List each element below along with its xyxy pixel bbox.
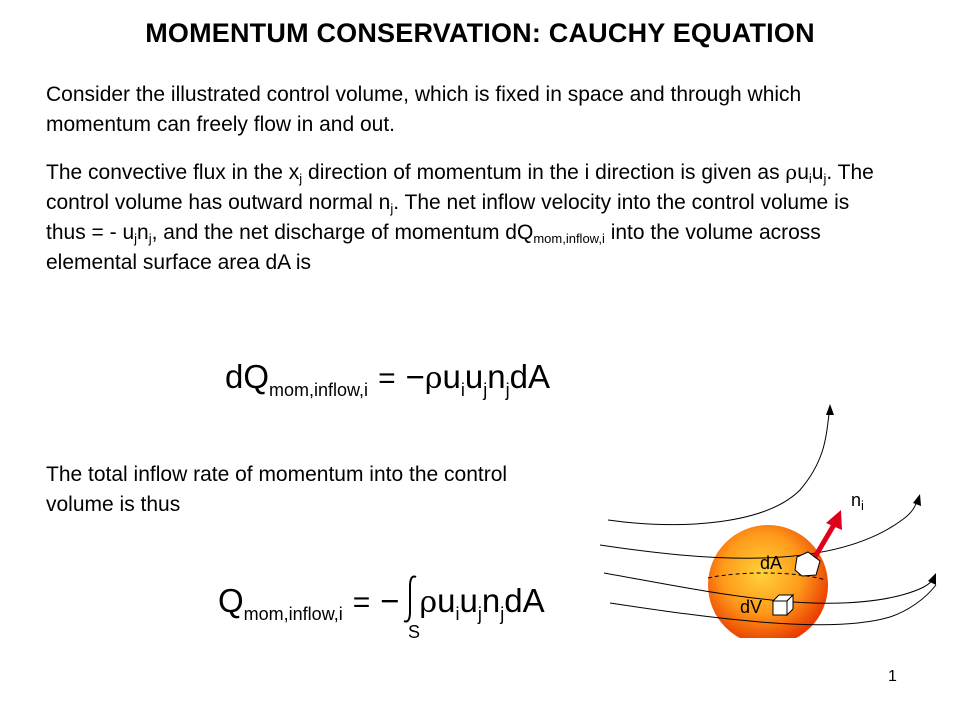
total-inflow-equation: $Q_{mom,inflow,i}$ = − $\rho u_iu_jn_jdA$ [218, 574, 545, 624]
integral-sign-icon [400, 574, 420, 624]
total-inflow-paragraph: The total inflow rate of momentum into the control volume is thus [46, 463, 508, 516]
integral-lower-limit: S [408, 622, 421, 642]
streamline-1 [608, 404, 834, 525]
control-volume-diagram [590, 395, 950, 650]
volume-element-icon [773, 595, 793, 615]
normal-label: $n_i$ [851, 490, 864, 513]
flux-paragraph: The convective flux in the $x_j$ direction of momentum in the i direction is given as $\rho u_iu_j$. The control volume has outward normal $n_j$. The net inflow velocity into the control volume is thus = - $u_jn_j$, and the net discharge of momentum $dQ_{mom,inflow,i}$ into the volume across elemental surface area dA is [46, 160, 874, 274]
intro-paragraph: Consider the illustrated control volume, which is fixed in space and through which momentum can freely flow in and out. [46, 83, 802, 136]
normal-vector-arrow [812, 510, 842, 562]
control-volume-sphere [708, 525, 828, 645]
area-label: dA [760, 553, 783, 573]
page-title: MOMENTUM CONSERVATION: CAUCHY EQUATION [145, 18, 815, 48]
volume-label: dV [740, 597, 763, 617]
elemental-inflow-equation: $dQ_{mom,inflow,i} = -\rho u_iu_jn_jdA$ [225, 358, 550, 400]
page-number: 1 [888, 668, 897, 685]
